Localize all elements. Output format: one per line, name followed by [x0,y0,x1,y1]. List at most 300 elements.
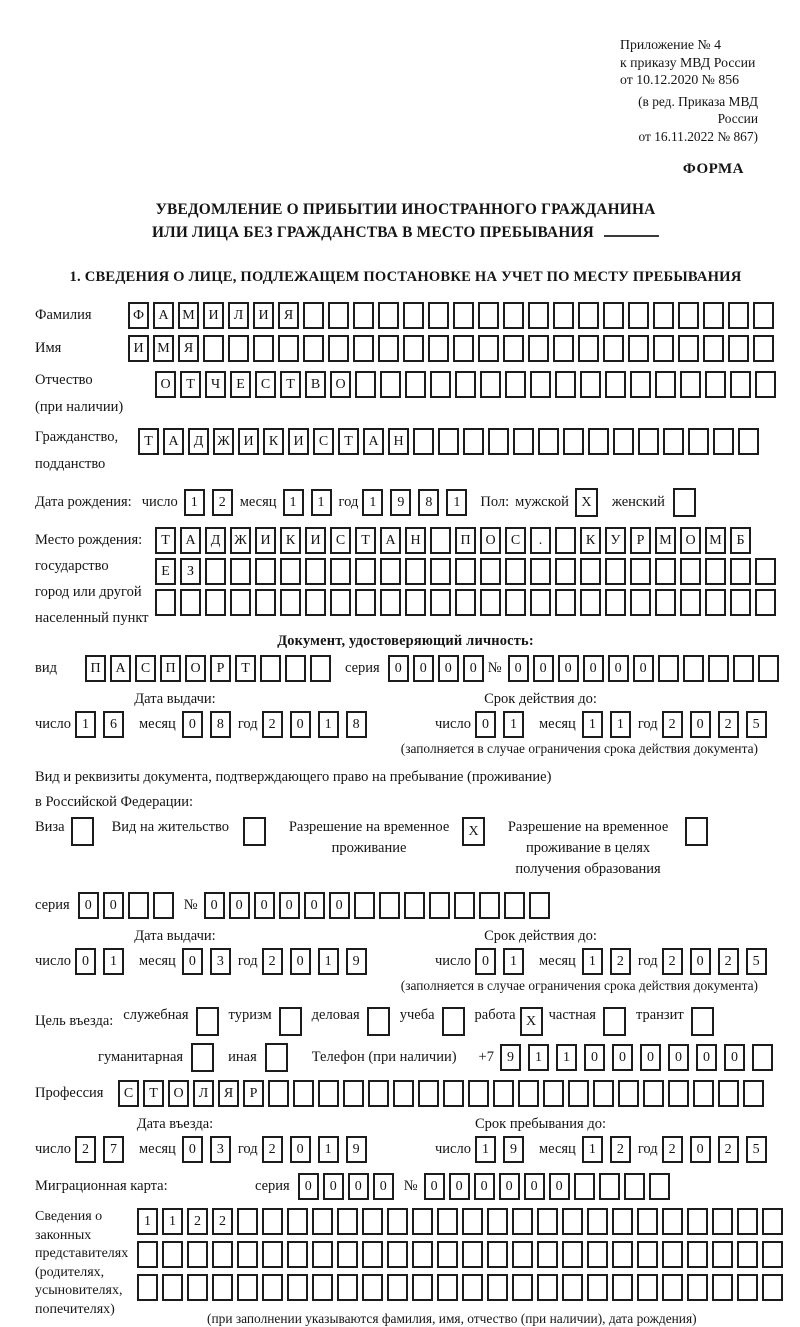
form-cell[interactable] [454,892,475,919]
form-cell[interactable]: 0 [75,948,96,975]
form-cell[interactable] [455,589,476,616]
form-cell[interactable] [387,1208,408,1235]
form-cell[interactable] [758,655,779,682]
form-cell[interactable] [543,1080,564,1107]
form-cell[interactable] [312,1274,333,1301]
form-cell[interactable] [553,335,574,362]
form-cell[interactable] [318,1080,339,1107]
form-cell[interactable]: И [128,335,149,362]
form-cell[interactable] [287,1241,308,1268]
form-cell[interactable] [437,1208,458,1235]
form-cell[interactable] [212,1274,233,1301]
form-cell[interactable] [530,589,551,616]
form-cell[interactable] [578,302,599,329]
form-cell[interactable]: 0 [290,948,311,975]
form-cell[interactable]: 0 [254,892,275,919]
form-cell[interactable] [428,302,449,329]
form-cell[interactable] [353,335,374,362]
form-cell[interactable] [528,302,549,329]
form-cell[interactable]: 0 [438,655,459,682]
form-cell[interactable] [437,1241,458,1268]
form-cell[interactable] [153,892,174,919]
form-cell[interactable] [355,558,376,585]
form-cell[interactable] [512,1274,533,1301]
form-cell[interactable]: Н [388,428,409,455]
form-cell[interactable]: 1 [610,711,631,738]
form-cell[interactable]: 0 [373,1173,394,1200]
form-cell[interactable] [528,335,549,362]
form-cell[interactable]: М [655,527,676,554]
form-cell[interactable]: Е [155,558,176,585]
form-cell[interactable]: М [178,302,199,329]
form-cell[interactable] [505,371,526,398]
form-cell[interactable]: 2 [262,711,283,738]
form-cell[interactable] [255,589,276,616]
form-cell[interactable]: 0 [463,655,484,682]
form-cell[interactable]: 2 [662,948,683,975]
form-cell[interactable]: 0 [633,655,654,682]
purpose-transit-checkbox[interactable] [691,1007,714,1036]
form-cell[interactable] [303,335,324,362]
form-cell[interactable]: Я [218,1080,239,1107]
form-cell[interactable]: Т [143,1080,164,1107]
form-cell[interactable] [478,335,499,362]
form-cell[interactable]: 2 [75,1136,96,1163]
form-cell[interactable] [580,589,601,616]
form-cell[interactable]: С [330,527,351,554]
form-cell[interactable]: 6 [103,711,124,738]
form-cell[interactable]: 1 [475,1136,496,1163]
form-cell[interactable]: П [85,655,106,682]
temp-residence-edu-checkbox[interactable] [685,817,708,846]
form-cell[interactable]: 0 [182,948,203,975]
form-cell[interactable] [728,335,749,362]
purpose-business-checkbox[interactable] [367,1007,390,1036]
form-cell[interactable] [580,558,601,585]
form-cell[interactable]: 0 [474,1173,495,1200]
form-cell[interactable]: Т [338,428,359,455]
form-cell[interactable] [728,302,749,329]
form-cell[interactable]: 0 [499,1173,520,1200]
form-cell[interactable] [762,1208,783,1235]
form-cell[interactable] [678,335,699,362]
form-cell[interactable] [703,335,724,362]
form-cell[interactable] [412,1241,433,1268]
form-cell[interactable] [537,1208,558,1235]
form-cell[interactable] [612,1274,633,1301]
form-cell[interactable] [637,1274,658,1301]
form-cell[interactable]: 2 [187,1208,208,1235]
form-cell[interactable]: К [580,527,601,554]
form-cell[interactable]: 0 [690,1136,711,1163]
form-cell[interactable] [285,655,306,682]
form-cell[interactable] [230,558,251,585]
form-cell[interactable] [310,655,331,682]
form-cell[interactable]: Р [210,655,231,682]
form-cell[interactable]: А [363,428,384,455]
form-cell[interactable] [468,1080,489,1107]
form-cell[interactable] [705,589,726,616]
form-cell[interactable]: 9 [346,1136,367,1163]
form-cell[interactable] [504,892,525,919]
purpose-official-checkbox[interactable] [196,1007,219,1036]
form-cell[interactable] [562,1241,583,1268]
form-cell[interactable] [529,892,550,919]
form-cell[interactable] [380,371,401,398]
form-cell[interactable] [387,1241,408,1268]
form-cell[interactable] [280,558,301,585]
form-cell[interactable] [703,302,724,329]
form-cell[interactable]: И [203,302,224,329]
form-cell[interactable] [578,335,599,362]
form-cell[interactable]: С [135,655,156,682]
form-cell[interactable]: 0 [323,1173,344,1200]
form-cell[interactable]: 2 [262,948,283,975]
form-cell[interactable]: 2 [610,1136,631,1163]
form-cell[interactable] [505,558,526,585]
form-cell[interactable]: Л [228,302,249,329]
form-cell[interactable]: 9 [390,489,411,516]
form-cell[interactable] [262,1241,283,1268]
form-cell[interactable] [493,1080,514,1107]
form-cell[interactable] [628,335,649,362]
form-cell[interactable] [487,1208,508,1235]
form-cell[interactable]: 0 [304,892,325,919]
form-cell[interactable] [380,589,401,616]
form-cell[interactable] [230,589,251,616]
form-cell[interactable]: 0 [533,655,554,682]
form-cell[interactable]: 0 [103,892,124,919]
form-cell[interactable] [755,558,776,585]
form-cell[interactable]: Р [630,527,651,554]
form-cell[interactable] [278,335,299,362]
form-cell[interactable]: 0 [696,1044,717,1071]
form-cell[interactable] [593,1080,614,1107]
form-cell[interactable] [480,558,501,585]
form-cell[interactable] [655,558,676,585]
form-cell[interactable]: 0 [182,711,203,738]
form-cell[interactable]: 1 [318,948,339,975]
form-cell[interactable]: 2 [662,1136,683,1163]
form-cell[interactable] [612,1241,633,1268]
sex-male-checkbox[interactable]: X [575,488,598,517]
form-cell[interactable] [687,1274,708,1301]
form-cell[interactable]: Д [205,527,226,554]
form-cell[interactable] [362,1241,383,1268]
form-cell[interactable]: А [110,655,131,682]
form-cell[interactable]: С [118,1080,139,1107]
form-cell[interactable] [479,892,500,919]
form-cell[interactable]: О [680,527,701,554]
form-cell[interactable]: Т [235,655,256,682]
form-cell[interactable] [613,428,634,455]
form-cell[interactable] [512,1208,533,1235]
form-cell[interactable]: И [255,527,276,554]
form-cell[interactable]: С [313,428,334,455]
form-cell[interactable]: 0 [475,948,496,975]
residence-permit-checkbox[interactable] [243,817,266,846]
form-cell[interactable]: 1 [582,711,603,738]
form-cell[interactable] [555,527,576,554]
form-cell[interactable] [187,1241,208,1268]
form-cell[interactable]: 1 [137,1208,158,1235]
form-cell[interactable]: 2 [718,711,739,738]
form-cell[interactable] [228,335,249,362]
form-cell[interactable] [708,655,729,682]
form-cell[interactable] [712,1208,733,1235]
form-cell[interactable] [480,371,501,398]
form-cell[interactable] [353,302,374,329]
form-cell[interactable] [663,428,684,455]
form-cell[interactable] [337,1241,358,1268]
form-cell[interactable] [537,1241,558,1268]
form-cell[interactable] [587,1274,608,1301]
form-cell[interactable] [580,371,601,398]
form-cell[interactable] [555,589,576,616]
form-cell[interactable]: 0 [78,892,99,919]
form-cell[interactable]: В [305,371,326,398]
form-cell[interactable] [712,1241,733,1268]
form-cell[interactable] [668,1080,689,1107]
form-cell[interactable] [162,1241,183,1268]
form-cell[interactable] [705,371,726,398]
form-cell[interactable] [212,1241,233,1268]
form-cell[interactable]: 0 [298,1173,319,1200]
form-cell[interactable]: 2 [262,1136,283,1163]
form-cell[interactable]: П [455,527,476,554]
form-cell[interactable]: Т [155,527,176,554]
purpose-study-checkbox[interactable] [442,1007,465,1036]
form-cell[interactable] [605,371,626,398]
form-cell[interactable]: И [238,428,259,455]
form-cell[interactable] [262,1208,283,1235]
form-cell[interactable] [378,335,399,362]
form-cell[interactable] [430,558,451,585]
form-cell[interactable] [630,558,651,585]
form-cell[interactable]: Ж [213,428,234,455]
form-cell[interactable]: 0 [475,711,496,738]
form-cell[interactable] [503,302,524,329]
form-cell[interactable] [438,428,459,455]
form-cell[interactable] [755,589,776,616]
form-cell[interactable] [630,371,651,398]
form-cell[interactable]: А [380,527,401,554]
form-cell[interactable] [563,428,584,455]
form-cell[interactable]: 9 [503,1136,524,1163]
form-cell[interactable] [737,1208,758,1235]
form-cell[interactable]: О [155,371,176,398]
form-cell[interactable] [762,1274,783,1301]
form-cell[interactable]: 0 [290,711,311,738]
form-cell[interactable]: А [153,302,174,329]
form-cell[interactable] [537,1274,558,1301]
form-cell[interactable]: Е [230,371,251,398]
form-cell[interactable]: Н [405,527,426,554]
form-cell[interactable] [705,558,726,585]
form-cell[interactable] [655,371,676,398]
form-cell[interactable] [305,589,326,616]
form-cell[interactable] [362,1208,383,1235]
form-cell[interactable] [688,428,709,455]
form-cell[interactable]: 0 [388,655,409,682]
form-cell[interactable]: С [255,371,276,398]
form-cell[interactable] [488,428,509,455]
form-cell[interactable] [253,335,274,362]
form-cell[interactable] [605,589,626,616]
form-cell[interactable]: 0 [449,1173,470,1200]
form-cell[interactable] [328,302,349,329]
form-cell[interactable] [305,558,326,585]
form-cell[interactable] [378,302,399,329]
form-cell[interactable]: 1 [362,489,383,516]
form-cell[interactable]: 1 [582,1136,603,1163]
form-cell[interactable] [637,1241,658,1268]
form-cell[interactable] [513,428,534,455]
form-cell[interactable] [237,1274,258,1301]
form-cell[interactable] [530,371,551,398]
form-cell[interactable]: Д [188,428,209,455]
form-cell[interactable] [612,1208,633,1235]
form-cell[interactable]: 3 [210,948,231,975]
form-cell[interactable] [155,589,176,616]
form-cell[interactable] [330,589,351,616]
form-cell[interactable]: И [253,302,274,329]
form-cell[interactable] [430,371,451,398]
form-cell[interactable]: Т [280,371,301,398]
form-cell[interactable] [413,428,434,455]
form-cell[interactable] [628,302,649,329]
form-cell[interactable] [128,892,149,919]
visa-checkbox[interactable] [71,817,94,846]
form-cell[interactable] [538,428,559,455]
form-cell[interactable] [354,892,375,919]
form-cell[interactable]: 1 [162,1208,183,1235]
form-cell[interactable]: 0 [690,948,711,975]
form-cell[interactable]: 8 [418,489,439,516]
form-cell[interactable]: 1 [503,711,524,738]
form-cell[interactable] [412,1274,433,1301]
form-cell[interactable]: 0 [413,655,434,682]
form-cell[interactable]: С [505,527,526,554]
form-cell[interactable]: 8 [210,711,231,738]
form-cell[interactable] [738,428,759,455]
form-cell[interactable] [418,1080,439,1107]
form-cell[interactable] [618,1080,639,1107]
form-cell[interactable] [638,428,659,455]
form-cell[interactable]: К [280,527,301,554]
form-cell[interactable] [312,1208,333,1235]
form-cell[interactable] [753,335,774,362]
form-cell[interactable]: К [263,428,284,455]
form-cell[interactable] [455,558,476,585]
form-cell[interactable] [453,302,474,329]
form-cell[interactable] [455,371,476,398]
form-cell[interactable]: 1 [528,1044,549,1071]
form-cell[interactable] [624,1173,645,1200]
form-cell[interactable] [205,558,226,585]
form-cell[interactable] [312,1241,333,1268]
form-cell[interactable] [462,1274,483,1301]
form-cell[interactable] [405,371,426,398]
form-cell[interactable]: И [288,428,309,455]
form-cell[interactable]: 0 [549,1173,570,1200]
form-cell[interactable] [387,1274,408,1301]
form-cell[interactable] [683,655,704,682]
form-cell[interactable]: 0 [640,1044,661,1071]
form-cell[interactable] [260,655,281,682]
form-cell[interactable]: 1 [311,489,332,516]
form-cell[interactable] [733,655,754,682]
sex-female-checkbox[interactable] [673,488,696,517]
form-cell[interactable]: 3 [210,1136,231,1163]
form-cell[interactable]: 1 [283,489,304,516]
form-cell[interactable] [463,428,484,455]
form-cell[interactable] [555,558,576,585]
form-cell[interactable] [403,335,424,362]
form-cell[interactable]: 0 [558,655,579,682]
form-cell[interactable]: О [168,1080,189,1107]
form-cell[interactable]: 0 [279,892,300,919]
form-cell[interactable]: 1 [446,489,467,516]
form-cell[interactable] [599,1173,620,1200]
form-cell[interactable] [630,589,651,616]
form-cell[interactable]: 0 [329,892,350,919]
form-cell[interactable] [237,1208,258,1235]
form-cell[interactable] [503,335,524,362]
form-cell[interactable] [743,1080,764,1107]
form-cell[interactable] [730,371,751,398]
form-cell[interactable]: 0 [584,1044,605,1071]
form-cell[interactable] [328,335,349,362]
form-cell[interactable]: Ф [128,302,149,329]
form-cell[interactable] [462,1208,483,1235]
form-cell[interactable] [187,1274,208,1301]
form-cell[interactable] [293,1080,314,1107]
form-cell[interactable]: 1 [318,1136,339,1163]
form-cell[interactable] [437,1274,458,1301]
form-cell[interactable]: З [180,558,201,585]
form-cell[interactable]: 1 [318,711,339,738]
form-cell[interactable] [680,589,701,616]
form-cell[interactable] [330,558,351,585]
form-cell[interactable]: 9 [346,948,367,975]
form-cell[interactable]: 0 [424,1173,445,1200]
form-cell[interactable] [588,428,609,455]
form-cell[interactable] [355,371,376,398]
form-cell[interactable] [643,1080,664,1107]
form-cell[interactable]: . [530,527,551,554]
form-cell[interactable] [430,527,451,554]
form-cell[interactable] [405,589,426,616]
form-cell[interactable] [487,1241,508,1268]
form-cell[interactable] [753,302,774,329]
form-cell[interactable] [268,1080,289,1107]
form-cell[interactable]: 2 [662,711,683,738]
form-cell[interactable] [718,1080,739,1107]
form-cell[interactable] [137,1274,158,1301]
form-cell[interactable] [303,302,324,329]
form-cell[interactable] [518,1080,539,1107]
form-cell[interactable] [453,335,474,362]
form-cell[interactable]: 0 [182,1136,203,1163]
form-cell[interactable] [680,558,701,585]
form-cell[interactable]: Я [278,302,299,329]
form-cell[interactable]: Р [243,1080,264,1107]
form-cell[interactable] [737,1274,758,1301]
form-cell[interactable] [737,1241,758,1268]
form-cell[interactable]: А [163,428,184,455]
form-cell[interactable]: 5 [746,1136,767,1163]
